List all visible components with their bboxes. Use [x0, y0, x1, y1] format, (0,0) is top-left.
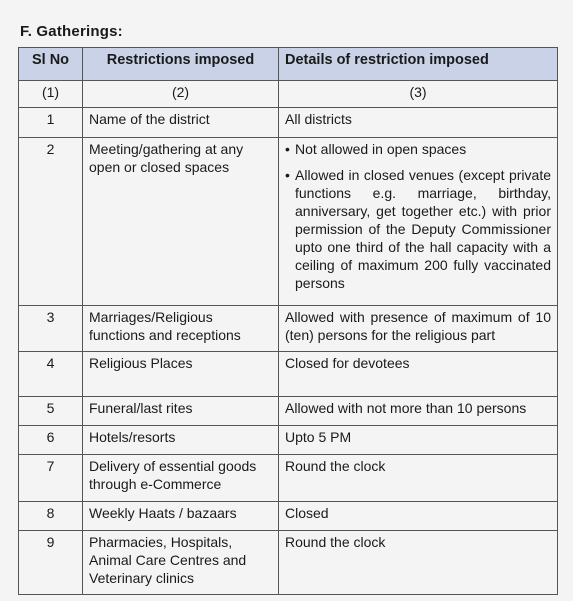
details-cell: Upto 5 PM [279, 426, 558, 455]
header-row [19, 48, 558, 81]
header-details: Details of restriction imposed [279, 48, 558, 81]
sl-no-cell: 4 [19, 352, 83, 397]
sl-no-cell: 9 [19, 531, 83, 595]
restriction-cell: Pharmacies, Hospitals, Animal Care Centres and Veterinary clinics [83, 531, 279, 595]
sl-no-cell: 5 [19, 397, 83, 426]
table-row [19, 455, 558, 502]
table-row [19, 397, 558, 426]
table-row [19, 502, 558, 531]
table-row [19, 426, 558, 455]
details-cell: Closed [279, 502, 558, 531]
restriction-cell: Marriages/Religious functions and receptions [83, 306, 279, 352]
restriction-cell: Religious Places [83, 352, 279, 397]
details-bullet-list [285, 140, 551, 292]
details-cell: All districts [279, 108, 558, 138]
details-cell: Allowed with not more than 10 persons [279, 397, 558, 426]
details-cell: Allowed with presence of maximum of 10 (ten) persons for the religious part [279, 306, 558, 352]
details-cell [279, 138, 558, 306]
details-cell: Round the clock [279, 455, 558, 502]
table-row [19, 306, 558, 352]
restriction-cell: Delivery of essential goods through e-Commerce [83, 455, 279, 502]
details-bullet-item: • Not allowed in open spaces [285, 140, 551, 158]
section-heading: F. Gatherings: [20, 23, 123, 40]
column-number-3: (3) [279, 81, 558, 108]
column-number-row [19, 81, 558, 108]
table-row [19, 138, 558, 306]
table-row [19, 108, 558, 138]
gatherings-table [18, 47, 558, 595]
details-cell: Round the clock [279, 531, 558, 595]
restriction-cell: Hotels/resorts [83, 426, 279, 455]
sl-no-cell: 8 [19, 502, 83, 531]
table-row [19, 352, 558, 397]
details-bullet-item: • Allowed in closed venues (except private functions e.g. marriage, birthday, anniversary, get together etc.) with prior permission of the Deputy Commissioner upto one third of the hall capacity with a ceiling of maximum 200 fully vaccinated persons [285, 166, 551, 292]
sl-no-cell: 2 [19, 138, 83, 306]
header-sl-no: Sl No [19, 48, 83, 81]
details-cell: Closed for devotees [279, 352, 558, 397]
table-row [19, 531, 558, 595]
sl-no-cell: 7 [19, 455, 83, 502]
sl-no-cell: 3 [19, 306, 83, 352]
column-number-1: (1) [19, 81, 83, 108]
restriction-cell: Weekly Haats / bazaars [83, 502, 279, 531]
restriction-cell: Meeting/gathering at any open or closed spaces [83, 138, 279, 306]
sl-no-cell: 6 [19, 426, 83, 455]
restriction-cell: Name of the district [83, 108, 279, 138]
header-restrictions: Restrictions imposed [83, 48, 279, 81]
column-number-2: (2) [83, 81, 279, 108]
sl-no-cell: 1 [19, 108, 83, 138]
restriction-cell: Funeral/last rites [83, 397, 279, 426]
